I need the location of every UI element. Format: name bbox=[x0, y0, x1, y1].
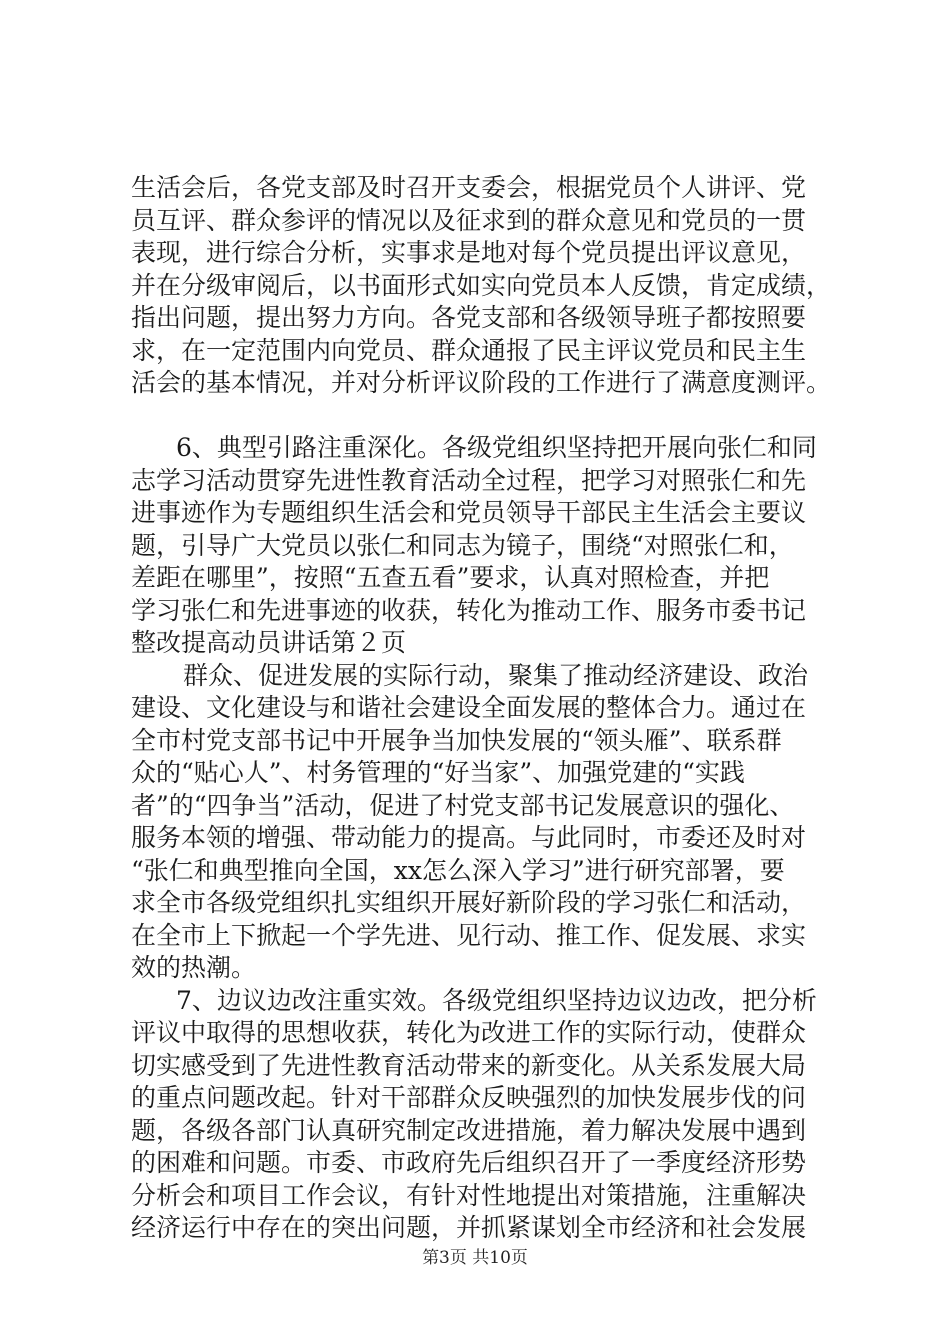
text-line: 者”的“四争当”活动，促进了村党支部书记发展意识的强化、 bbox=[131, 790, 795, 820]
paragraph-start-line: 7、边议边改注重实效。各级党组织坚持边议边改，把分析 bbox=[176, 985, 817, 1015]
text-line: 学习张仁和先进事迹的收获，转化为推动工作、服务市委书记 bbox=[131, 595, 807, 625]
paragraph-start-line: 6、典型引路注重深化。各级党组织坚持把开展向张仁和同 bbox=[176, 433, 817, 462]
text-line: 志学习活动贯穿先进性教育活动全过程，把学习对照张仁和先 bbox=[131, 465, 807, 495]
text-line: 指出问题，提出努力方向。各党支部和各级领导班子都按照要 bbox=[131, 303, 807, 332]
text-line: 题，引导广大党员以张仁和同志为镜子，围绕“对照张仁和， bbox=[131, 530, 794, 560]
text-line: 活会的基本情况，并对分析评议阶段的工作进行了满意度测评。 bbox=[131, 368, 832, 397]
text-line: “张仁和典型推向全国，xx怎么深入学习”进行研究部署，要 bbox=[131, 855, 785, 885]
text-line: 求全市各级党组织扎实组织开展好新阶段的学习张仁和活动， bbox=[131, 888, 807, 917]
text-line: 在全市上下掀起一个学先进、见行动、推工作、促发展、求实 bbox=[131, 920, 807, 950]
page-footer: 第3页 共10页 bbox=[422, 1248, 528, 1268]
text-line: 进事迹作为专题组织生活会和党员领导干部民主生活会主要议 bbox=[131, 498, 807, 527]
paragraph-start-line: 群众、促进发展的实际行动，聚集了推动经济建设、政治 bbox=[183, 660, 809, 690]
text-line: 差距在哪里”，按照“五查五看”要求，认真对照检查，并把 bbox=[131, 563, 770, 592]
text-line: 切实感受到了先进性教育活动带来的新变化。从关系发展大局 bbox=[131, 1050, 807, 1080]
text-line: 求，在一定范围内向党员、群众通报了民主评议党员和民主生 bbox=[131, 335, 807, 365]
text-line: 并在分级审阅后，以书面形式如实向党员本人反馈，肯定成绩， bbox=[131, 270, 832, 300]
text-line: 题，各级各部门认真研究制定改进措施，着力解决发展中遇到 bbox=[131, 1115, 807, 1145]
body-text bbox=[131, 172, 831, 1245]
text-line: 生活会后，各党支部及时召开支委会，根据党员个人讲评、党 bbox=[131, 173, 807, 202]
paragraph-gap bbox=[131, 400, 831, 433]
text-line: 经济运行中存在的突出问题，并抓紧谋划全市经济和社会发展 bbox=[131, 1213, 807, 1242]
text-line: 全市村党支部书记中开展争当加快发展的“领头雁”、联系群 bbox=[131, 725, 782, 755]
text-line: 服务本领的增强、带动能力的提高。与此同时，市委还及时对 bbox=[131, 823, 807, 852]
text-line: 众的“贴心人”、村务管理的“好当家”、加强党建的“实践 bbox=[131, 758, 745, 787]
text-line: 的重点问题改起。针对干部群众反映强烈的加快发展步伐的问 bbox=[131, 1083, 807, 1112]
text-line: 整改提高动员讲话第２页 bbox=[131, 628, 407, 657]
text-line: 表现，进行综合分析，实事求是地对每个党员提出评议意见， bbox=[131, 238, 807, 267]
text-line: 的困难和问题。市委、市政府先后组织召开了一季度经济形势 bbox=[131, 1148, 807, 1177]
text-line: 员互评、群众参评的情况以及征求到的群众意见和党员的一贯 bbox=[131, 205, 807, 235]
text-line: 分析会和项目工作会议，有针对性地提出对策措施，注重解决 bbox=[131, 1180, 807, 1210]
text-line: 评议中取得的思想收获，转化为改进工作的实际行动，使群众 bbox=[131, 1018, 807, 1047]
text-line: 建设、文化建设与和谐社会建设全面发展的整体合力。通过在 bbox=[131, 693, 807, 722]
text-line: 效的热潮。 bbox=[131, 953, 257, 982]
